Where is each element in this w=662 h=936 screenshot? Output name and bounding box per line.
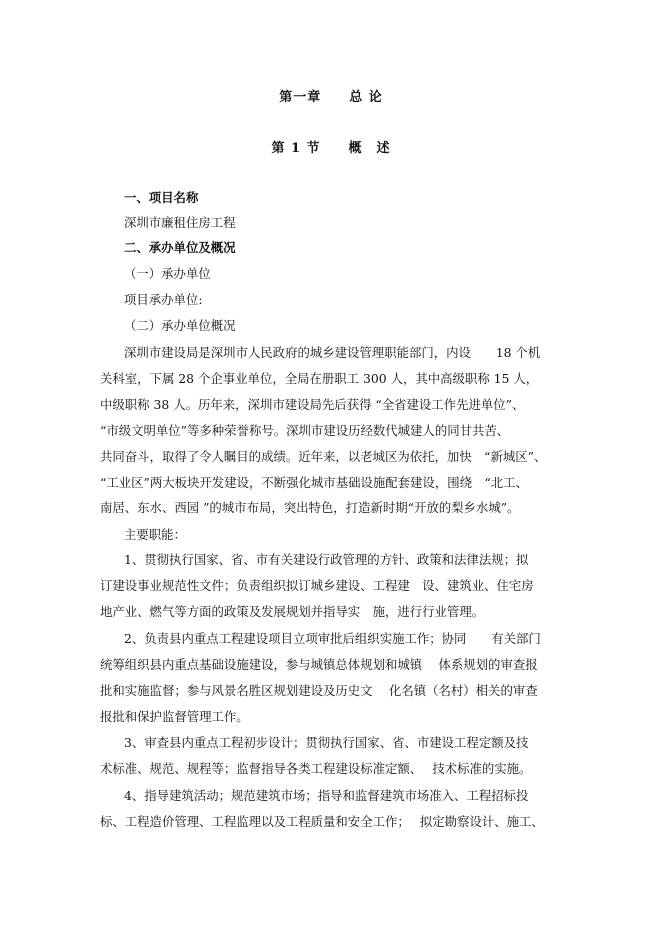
paragraph-line: 订建设事业规范性文件；负责组织拟订城乡建设、工程建 设、建筑业、住宅房 bbox=[100, 578, 534, 593]
paragraph-line: 3、审查县内重点工程初步设计；贯彻执行国家、省、市建设工程定额及技 bbox=[124, 735, 529, 750]
paragraph-line: 中级职称 38 人。历年来，深圳市建设局先后获得 “全省建设工作先进单位”、 bbox=[100, 397, 525, 412]
paragraph-line: 报批和保护监督管理工作。 bbox=[100, 709, 249, 724]
paragraph-line: 深圳市廉租住房工程 bbox=[124, 215, 236, 230]
paragraph-line: “市级文明单位”等多种荣誉称号。深圳市建设历经数代城建人的同甘共苦、 bbox=[100, 423, 510, 438]
paragraph-line: 术标准、规范、规程等；监督指导各类工程建设标准定额、 技术标准的实施。 bbox=[100, 761, 532, 776]
paragraph-line: 2、负责县内重点工程建设项目立项审批后组织实施工作；协同 有关部门 bbox=[124, 631, 541, 646]
paragraph-line: 项目承办单位: bbox=[124, 292, 203, 307]
paragraph-line: 地产业、燃气等方面的政策及发展规划并指导实 施，进行行业管理。 bbox=[100, 604, 485, 619]
paragraph-line: 关科室，下属 28 个企事业单位，全局在册职工 300 人，其中高级职称 15 人， bbox=[100, 371, 539, 386]
subheading-organizer: （一）承办单位 bbox=[124, 266, 211, 281]
chapter-title: 第一章 总 论 bbox=[279, 90, 383, 105]
paragraph-line: 1、贯彻执行国家、省、市有关建设行政管理的方针、政策和法律法规；拟 bbox=[124, 552, 529, 567]
paragraph-line: 深圳市建设局是深圳市人民政府的城乡建设管理职能部门，内设 18 个机 bbox=[124, 345, 541, 360]
subheading-organizer-overview: （二）承办单位概况 bbox=[124, 318, 236, 333]
paragraph-line: 统筹组织县内重点基础设施建设，参与城镇总体规划和城镇 体系规划的审查报 bbox=[100, 657, 538, 672]
subheading-main-duties: 主要职能： bbox=[124, 527, 186, 542]
paragraph-line: “工业区”两大板块开发建设，不断强化城市基础设施配套建设，围绕 “北工、 bbox=[100, 475, 528, 490]
section-title: 第 1 节 概 述 bbox=[271, 141, 391, 156]
paragraph-line: 4、指导建筑活动；规范建筑市场；指导和监督建筑市场准入、工程招标投 bbox=[124, 788, 529, 803]
paragraph-line: 共同奋斗，取得了令人瞩目的成绩。近年来，以老城区为依托，加快 “新城区”、 bbox=[100, 449, 547, 464]
paragraph-line: 批和实施监督；参与风景名胜区规划建设及历史文 化名镇（名村）相关的审查 bbox=[100, 683, 538, 698]
heading-organizer: 二、承办单位及概况 bbox=[124, 240, 236, 255]
paragraph-line: 南居、东水、西园 ”的城市布局，突出特色，打造新时期“开放的梨乡水城”。 bbox=[100, 500, 520, 515]
paragraph-line: 标、工程造价管理、工程监理以及工程质量和安全工作； 拟定勘察设计、施工、 bbox=[100, 814, 544, 829]
heading-project-name: 一、项目名称 bbox=[124, 190, 199, 205]
